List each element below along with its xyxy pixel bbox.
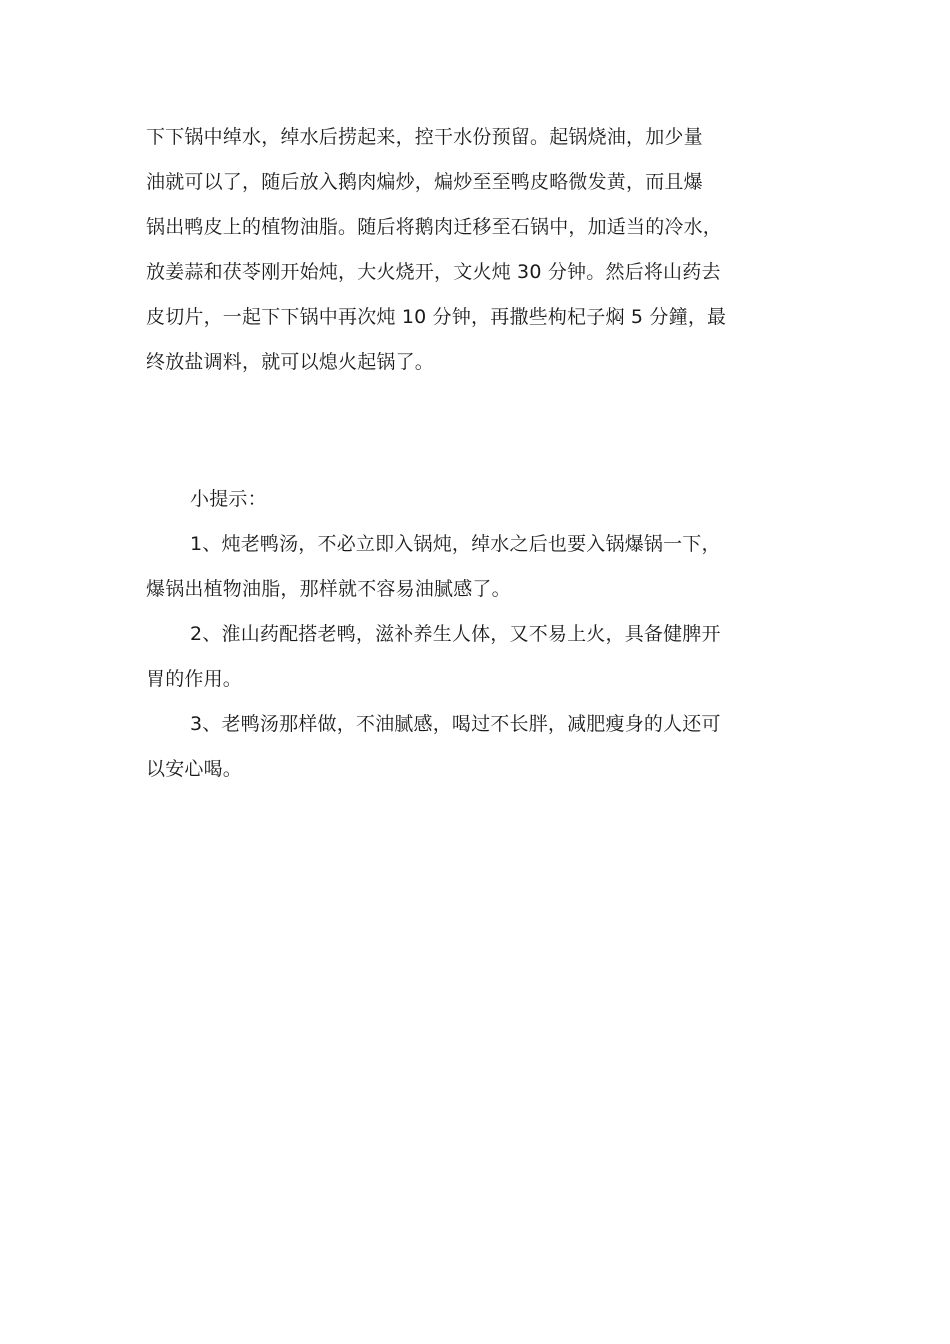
tip-item-1-line-2: 爆锅出植物油脂，那样就不容易油腻感了。 (146, 578, 511, 600)
tips-heading: 小提示： (190, 488, 267, 510)
recipe-paragraph (146, 115, 826, 385)
tip-item-3-line-2: 以安心喝。 (146, 758, 243, 780)
paragraph-line: 放姜蒜和茯苓刚开始炖，大火烧开，文火炖 30 分钟。然后将山药去 (146, 261, 721, 283)
tip-item-2-line-2: 胃的作用。 (146, 668, 243, 690)
paragraph-line: 皮切片，一起下下锅中再次炖 10 分钟，再撒些枸杞子焖 5 分鐘，最 (146, 306, 727, 328)
paragraph-line: 下下锅中绰水，绰水后捞起来，控干水份预留。起锅烧油，加少量 (146, 126, 703, 148)
paragraph-line: 油就可以了，随后放入鹅肉煸炒，煸炒至至鸭皮略微发黄，而且爆 (146, 171, 703, 193)
tip-item-1-line-1: 1、炖老鸭汤，不必立即入锅炖，绰水之后也要入锅爆锅一下， (190, 533, 721, 555)
paragraph-line: 终放盐调料，就可以熄火起锅了。 (146, 351, 435, 373)
paragraph-line: 锅出鸭皮上的植物油脂。随后将鹅肉迁移至石锅中，加适当的冷水， (146, 216, 723, 238)
tip-item-3-line-1: 3、老鸭汤那样做，不油腻感，喝过不长胖，减肥瘦身的人还可 (190, 713, 721, 735)
tips-section (146, 477, 826, 792)
tip-item-2-line-1: 2、淮山药配搭老鸭，滋补养生人体，又不易上火，具备健脾开 (190, 623, 721, 645)
